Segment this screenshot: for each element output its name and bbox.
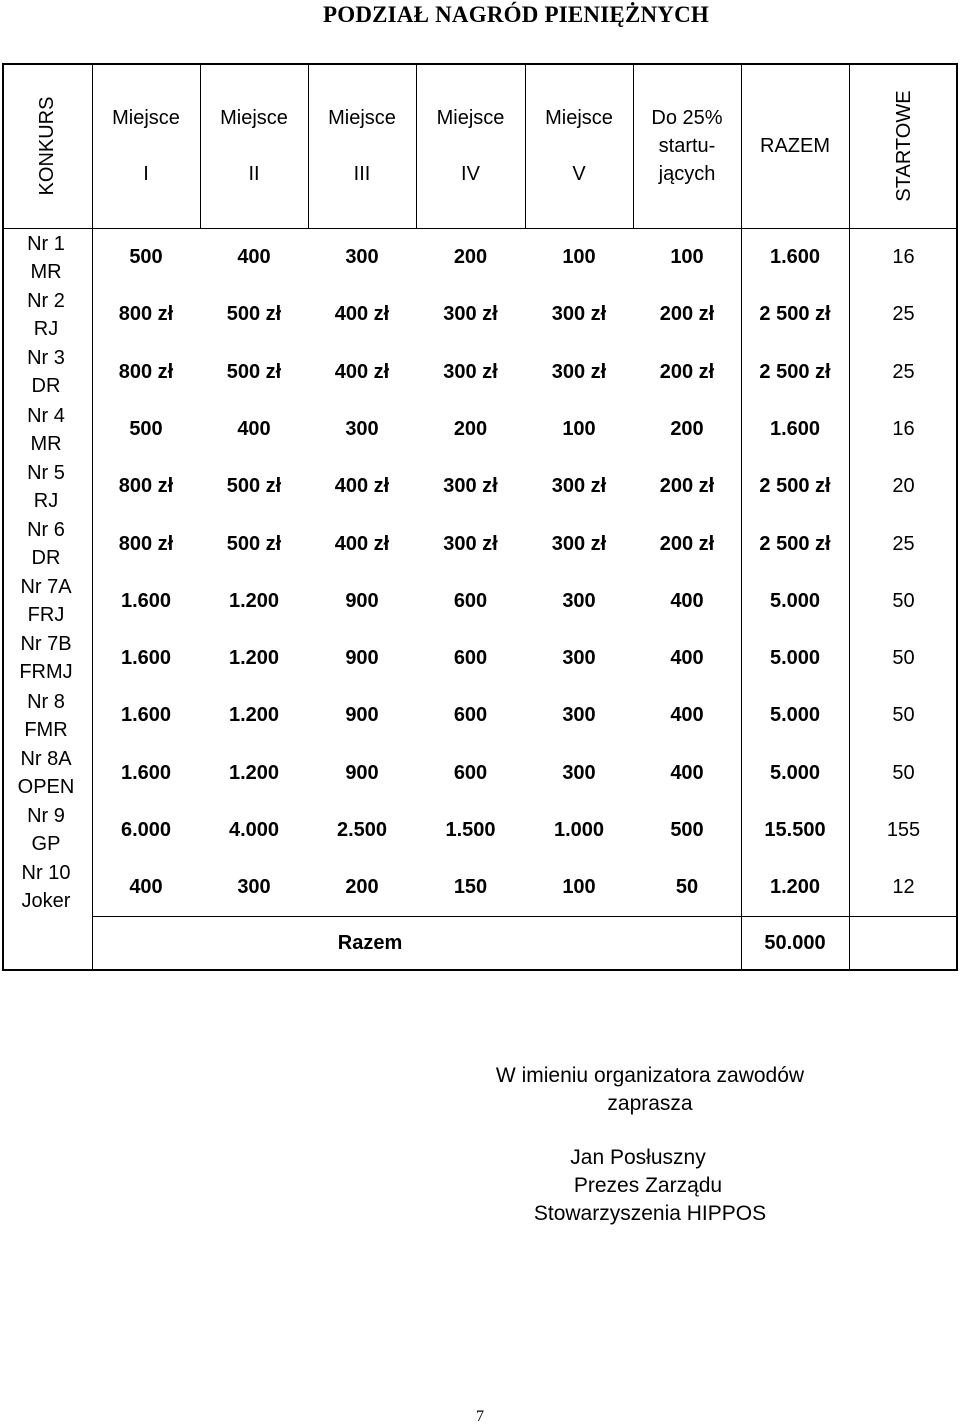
prize-cell: 800 zł — [118, 303, 174, 326]
prize-cell: 200 zł — [659, 303, 715, 326]
prize-cell: 400 — [670, 589, 704, 612]
total-label: Razem — [337, 932, 403, 954]
prize-cell: 300 — [237, 876, 271, 899]
prize-cell: 200 zł — [659, 532, 715, 555]
prize-cell: 600 — [453, 761, 488, 784]
competition-number: Nr 10 — [21, 862, 71, 885]
competition-number: Nr 6 — [27, 519, 65, 541]
signature-organization: Stowarzyszenia HIPPOS — [533, 1202, 767, 1225]
startowe-cell: 25 — [892, 532, 915, 555]
prize-cell: 1.200 — [228, 647, 280, 670]
header-place-4-number: IV — [461, 163, 480, 185]
competition-number: Nr 1 — [27, 233, 65, 255]
prize-cell: 300 zł — [551, 303, 607, 326]
table-divider — [92, 916, 958, 917]
header-place-3-number: III — [353, 163, 371, 185]
prize-cell: 500 zł — [226, 303, 282, 326]
prize-cell: 500 — [129, 246, 163, 268]
prize-cell: 100 — [562, 876, 596, 899]
prize-cell: 500 — [670, 819, 704, 841]
prize-cell: 2 500 zł — [759, 475, 831, 498]
prize-cell: 2.500 — [336, 819, 388, 841]
page-number: 7 — [476, 1408, 484, 1425]
prize-cell: 15.500 — [764, 819, 826, 841]
prize-cell: 1.200 — [228, 761, 280, 784]
header-startowe: STARTOWE — [893, 90, 915, 202]
prize-cell: 1.600 — [120, 647, 172, 670]
prize-cell: 300 zł — [551, 360, 607, 383]
prize-cell: 1.200 — [769, 876, 821, 899]
prize-cell: 2 500 zł — [759, 360, 831, 383]
header-do25-line3: jących — [658, 163, 716, 185]
prize-cell: 300 — [562, 647, 596, 670]
header-place-5-number: V — [572, 163, 586, 185]
competition-code: DR — [31, 547, 61, 569]
prize-cell: 400 — [670, 761, 704, 784]
prize-cell: 100 — [562, 417, 596, 440]
competition-code: MR — [30, 432, 62, 455]
prize-cell: 900 — [345, 647, 379, 670]
prize-cell: 1.600 — [120, 761, 172, 784]
startowe-cell: 50 — [892, 704, 915, 727]
startowe-cell: 155 — [886, 819, 921, 841]
prize-cell: 300 — [562, 761, 596, 784]
prize-cell: 300 — [562, 704, 596, 727]
competition-number: Nr 7B — [20, 633, 72, 656]
prize-cell: 400 — [237, 417, 271, 440]
signature-name: Jan Posłuszny — [570, 1146, 706, 1169]
competition-code: FMR — [24, 718, 68, 741]
prize-cell: 900 — [345, 761, 379, 784]
startowe-cell: 50 — [892, 589, 915, 612]
competition-number: Nr 5 — [27, 461, 65, 484]
competition-number: Nr 8 — [27, 690, 65, 713]
prize-cell: 300 zł — [443, 532, 498, 555]
competition-number: Nr 8A — [20, 747, 72, 770]
prize-cell: 1.500 — [445, 819, 496, 841]
total-value: 50.000 — [764, 932, 826, 954]
startowe-cell: 16 — [892, 417, 915, 440]
prize-cell: 500 zł — [226, 532, 282, 555]
prize-cell: 400 zł — [334, 303, 390, 326]
prize-cell: 400 zł — [334, 532, 390, 555]
prize-cell: 200 — [670, 417, 704, 440]
competition-code: FRJ — [27, 604, 65, 627]
prize-cell: 1.600 — [120, 704, 172, 727]
page-title: PODZIAŁ NAGRÓD PIENIĘŻNYCH — [322, 2, 709, 27]
prize-cell: 400 zł — [334, 475, 390, 498]
signature-line-2: zaprasza — [607, 1092, 693, 1115]
prize-cell: 100 — [562, 246, 596, 268]
prize-cell: 200 — [453, 417, 488, 440]
prize-cell: 5.000 — [769, 647, 821, 670]
prize-cell: 800 zł — [118, 532, 174, 555]
prize-cell: 300 zł — [443, 475, 498, 498]
table-divider — [525, 64, 526, 228]
startowe-cell: 16 — [892, 246, 915, 268]
table-divider — [308, 64, 309, 228]
prize-cell: 200 zł — [659, 475, 715, 498]
prize-cell: 400 — [237, 246, 271, 268]
signature-line-1: W imieniu organizatora zawodów — [495, 1064, 805, 1087]
prize-cell: 6.000 — [120, 819, 172, 841]
competition-number: Nr 2 — [27, 290, 65, 313]
prize-cell: 400 — [670, 647, 704, 670]
prize-cell: 800 zł — [118, 360, 174, 383]
prize-cell: 300 zł — [551, 475, 607, 498]
prize-cell: 1.600 — [120, 589, 172, 612]
competition-number: Nr 7A — [20, 576, 72, 599]
startowe-cell: 12 — [892, 876, 915, 899]
prize-cell: 300 — [562, 589, 596, 612]
prize-cell: 200 — [453, 246, 488, 268]
startowe-cell: 50 — [892, 761, 915, 784]
prize-cell: 300 zł — [443, 360, 498, 383]
header-place-5-label: Miejsce — [545, 107, 613, 129]
header-konkurs: KONKURS — [36, 96, 58, 196]
prize-cell: 500 zł — [226, 360, 282, 383]
prize-cell: 600 — [453, 647, 488, 670]
prize-cell: 1.600 — [769, 417, 821, 440]
prize-cell: 400 zł — [334, 360, 390, 383]
prize-cell: 5.000 — [769, 761, 821, 784]
prize-cell: 600 — [453, 704, 488, 727]
prize-cell: 600 — [453, 589, 488, 612]
competition-number: Nr 4 — [27, 404, 65, 427]
prize-cell: 50 — [675, 876, 699, 899]
prize-cell: 1.600 — [769, 246, 821, 268]
prize-cell: 200 zł — [659, 360, 715, 383]
prize-cell: 800 zł — [118, 475, 174, 498]
prize-cell: 300 zł — [443, 303, 498, 326]
prize-cell: 1.200 — [228, 704, 280, 727]
header-place-3-label: Miejsce — [328, 107, 396, 129]
competition-code: RJ — [33, 318, 59, 341]
header-place-2-label: Miejsce — [220, 107, 288, 129]
competition-number: Nr 3 — [27, 347, 65, 370]
competition-code: Joker — [21, 890, 71, 913]
header-place-1-label: Miejsce — [112, 107, 180, 129]
header-razem: RAZEM — [760, 135, 830, 157]
header-place-4-label: Miejsce — [436, 107, 505, 129]
startowe-cell: 25 — [892, 360, 915, 383]
competition-code: DR — [31, 375, 61, 398]
prize-cell: 100 — [670, 246, 704, 268]
competition-code: FRMJ — [19, 661, 73, 684]
prize-cell: 300 zł — [551, 532, 607, 555]
prize-cell: 500 zł — [226, 475, 282, 498]
startowe-cell: 50 — [892, 647, 915, 670]
header-do25-line1: Do 25% — [651, 107, 723, 129]
prize-cell: 200 — [345, 876, 379, 899]
prize-cell: 400 — [670, 704, 704, 727]
prize-cell: 5.000 — [769, 589, 821, 612]
prize-cell: 300 — [345, 246, 379, 268]
competition-code: RJ — [33, 489, 59, 512]
header-place-1-number: I — [143, 163, 149, 185]
competition-number: Nr 9 — [27, 805, 65, 827]
prize-cell: 5.000 — [769, 704, 821, 727]
table-divider — [200, 64, 201, 228]
prize-cell: 150 — [453, 876, 488, 899]
table-divider — [416, 64, 417, 228]
prize-cell: 2 500 zł — [759, 532, 831, 555]
prize-cell: 4.000 — [228, 819, 280, 841]
competition-code: OPEN — [17, 775, 75, 798]
prize-cell: 1.000 — [553, 819, 605, 841]
prize-cell: 1.200 — [228, 589, 280, 612]
startowe-cell: 25 — [892, 303, 915, 326]
table-divider — [2, 228, 958, 229]
header-do25-line2: startu- — [658, 135, 716, 157]
signature-title: Prezes Zarządu — [573, 1174, 723, 1197]
prize-cell: 2 500 zł — [759, 303, 831, 326]
prize-cell: 400 — [129, 876, 163, 899]
prize-cell: 300 — [345, 417, 379, 440]
competition-code: GP — [31, 833, 61, 855]
header-place-2-number: II — [248, 163, 260, 185]
competition-code: MR — [30, 261, 62, 283]
prize-cell: 900 — [345, 589, 379, 612]
prize-cell: 900 — [345, 704, 379, 727]
startowe-cell: 20 — [892, 475, 915, 498]
prize-cell: 500 — [129, 417, 163, 440]
